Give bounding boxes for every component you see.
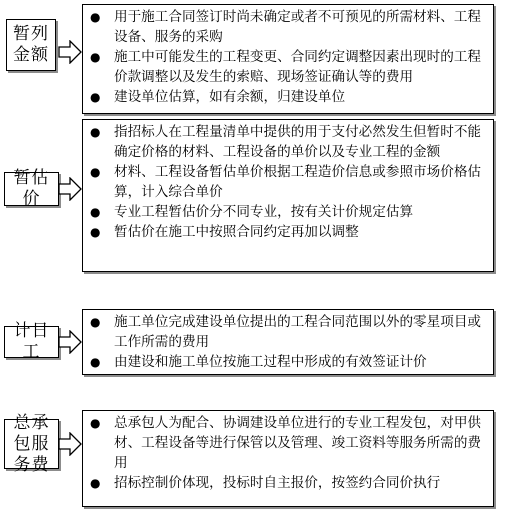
label-box-zanlie-jine (6, 19, 56, 71)
list-item (87, 47, 487, 87)
label-box-jirigong (4, 321, 59, 362)
list-item-text: 建设单位估算，如有余额，归建设单位 (114, 89, 346, 105)
bullet-icon: ● (90, 10, 101, 24)
hollow-right-arrow-icon (58, 432, 82, 456)
list-item-text: 专业工程暂估价分不同专业，按有关计价规定估算 (114, 204, 414, 220)
label-box-zongchengbao-fuwufei (4, 412, 59, 475)
bullet-icon: ● (90, 165, 101, 179)
list-item (87, 162, 487, 202)
hollow-right-arrow-icon (58, 40, 82, 64)
content-box-zangu-jia (82, 119, 494, 272)
label-text: 总承包服务费 (13, 412, 50, 475)
label-text: 暂列金额 (13, 24, 49, 65)
list-item-text: 由建设和施工单位按施工过程中形成的有效签证计价 (114, 354, 427, 370)
bullet-icon: ● (90, 50, 101, 64)
list-item (87, 202, 487, 222)
list-item (87, 312, 487, 352)
label-box-zangu-jia (4, 168, 59, 209)
list-item (87, 473, 487, 493)
bullet-list (87, 312, 487, 372)
bullet-icon: ● (90, 355, 101, 369)
label-text: 暂估价 (13, 168, 50, 209)
list-item (87, 7, 487, 47)
list-item (87, 87, 487, 107)
bullet-icon: ● (90, 315, 101, 329)
list-item-text: 总承包人为配合、协调建设单位进行的专业工程发包，对甲供材、工程设备等进行保管以及管理、竣工资料等服务所需的费用 (114, 415, 482, 471)
bullet-icon: ● (90, 416, 101, 430)
label-text: 计日工 (13, 321, 50, 362)
list-item (87, 413, 487, 473)
list-item-text: 用于施工合同签订时尚未确定或者不可预见的所需材料、工程设备、服务的采购 (114, 9, 482, 45)
list-item-text: 材料、工程设备暂估单价根据工程造价信息或参照市场价格估算，计入综合单价 (114, 164, 482, 200)
content-box-zanlie-jine (82, 4, 494, 114)
bullet-icon: ● (90, 125, 101, 139)
list-item (87, 352, 487, 372)
bullet-icon: ● (90, 225, 101, 239)
list-item-text: 暂估价在施工中按照合同约定再加以调整 (114, 224, 359, 240)
list-item (87, 222, 487, 242)
list-item (87, 122, 487, 162)
bullet-list (87, 7, 487, 107)
bullet-icon: ● (90, 90, 101, 104)
list-item-text: 施工中可能发生的工程变更、合同约定调整因素出现时的工程价款调整以及发生的索赔、现场签证确认等的费用 (114, 49, 482, 85)
list-item-text: 施工单位完成建设单位提出的工程合同范围以外的零星项目或工作所需的费用 (114, 314, 482, 350)
content-box-zongchengbao-fuwufei (82, 410, 494, 507)
hollow-right-arrow-icon (58, 330, 82, 354)
bullet-list (87, 122, 487, 242)
list-item-text: 招标控制价体现，投标时自主报价，按签约合同价执行 (114, 475, 441, 491)
bullet-icon: ● (90, 476, 101, 490)
hollow-right-arrow-icon (58, 177, 82, 201)
bullet-list (87, 413, 487, 493)
bullet-icon: ● (90, 205, 101, 219)
content-box-jirigong (82, 309, 494, 375)
list-item-text: 指招标人在工程量清单中提供的用于支付必然发生但暂时不能确定价格的材料、工程设备的单价以及专业工程的金额 (114, 124, 482, 160)
